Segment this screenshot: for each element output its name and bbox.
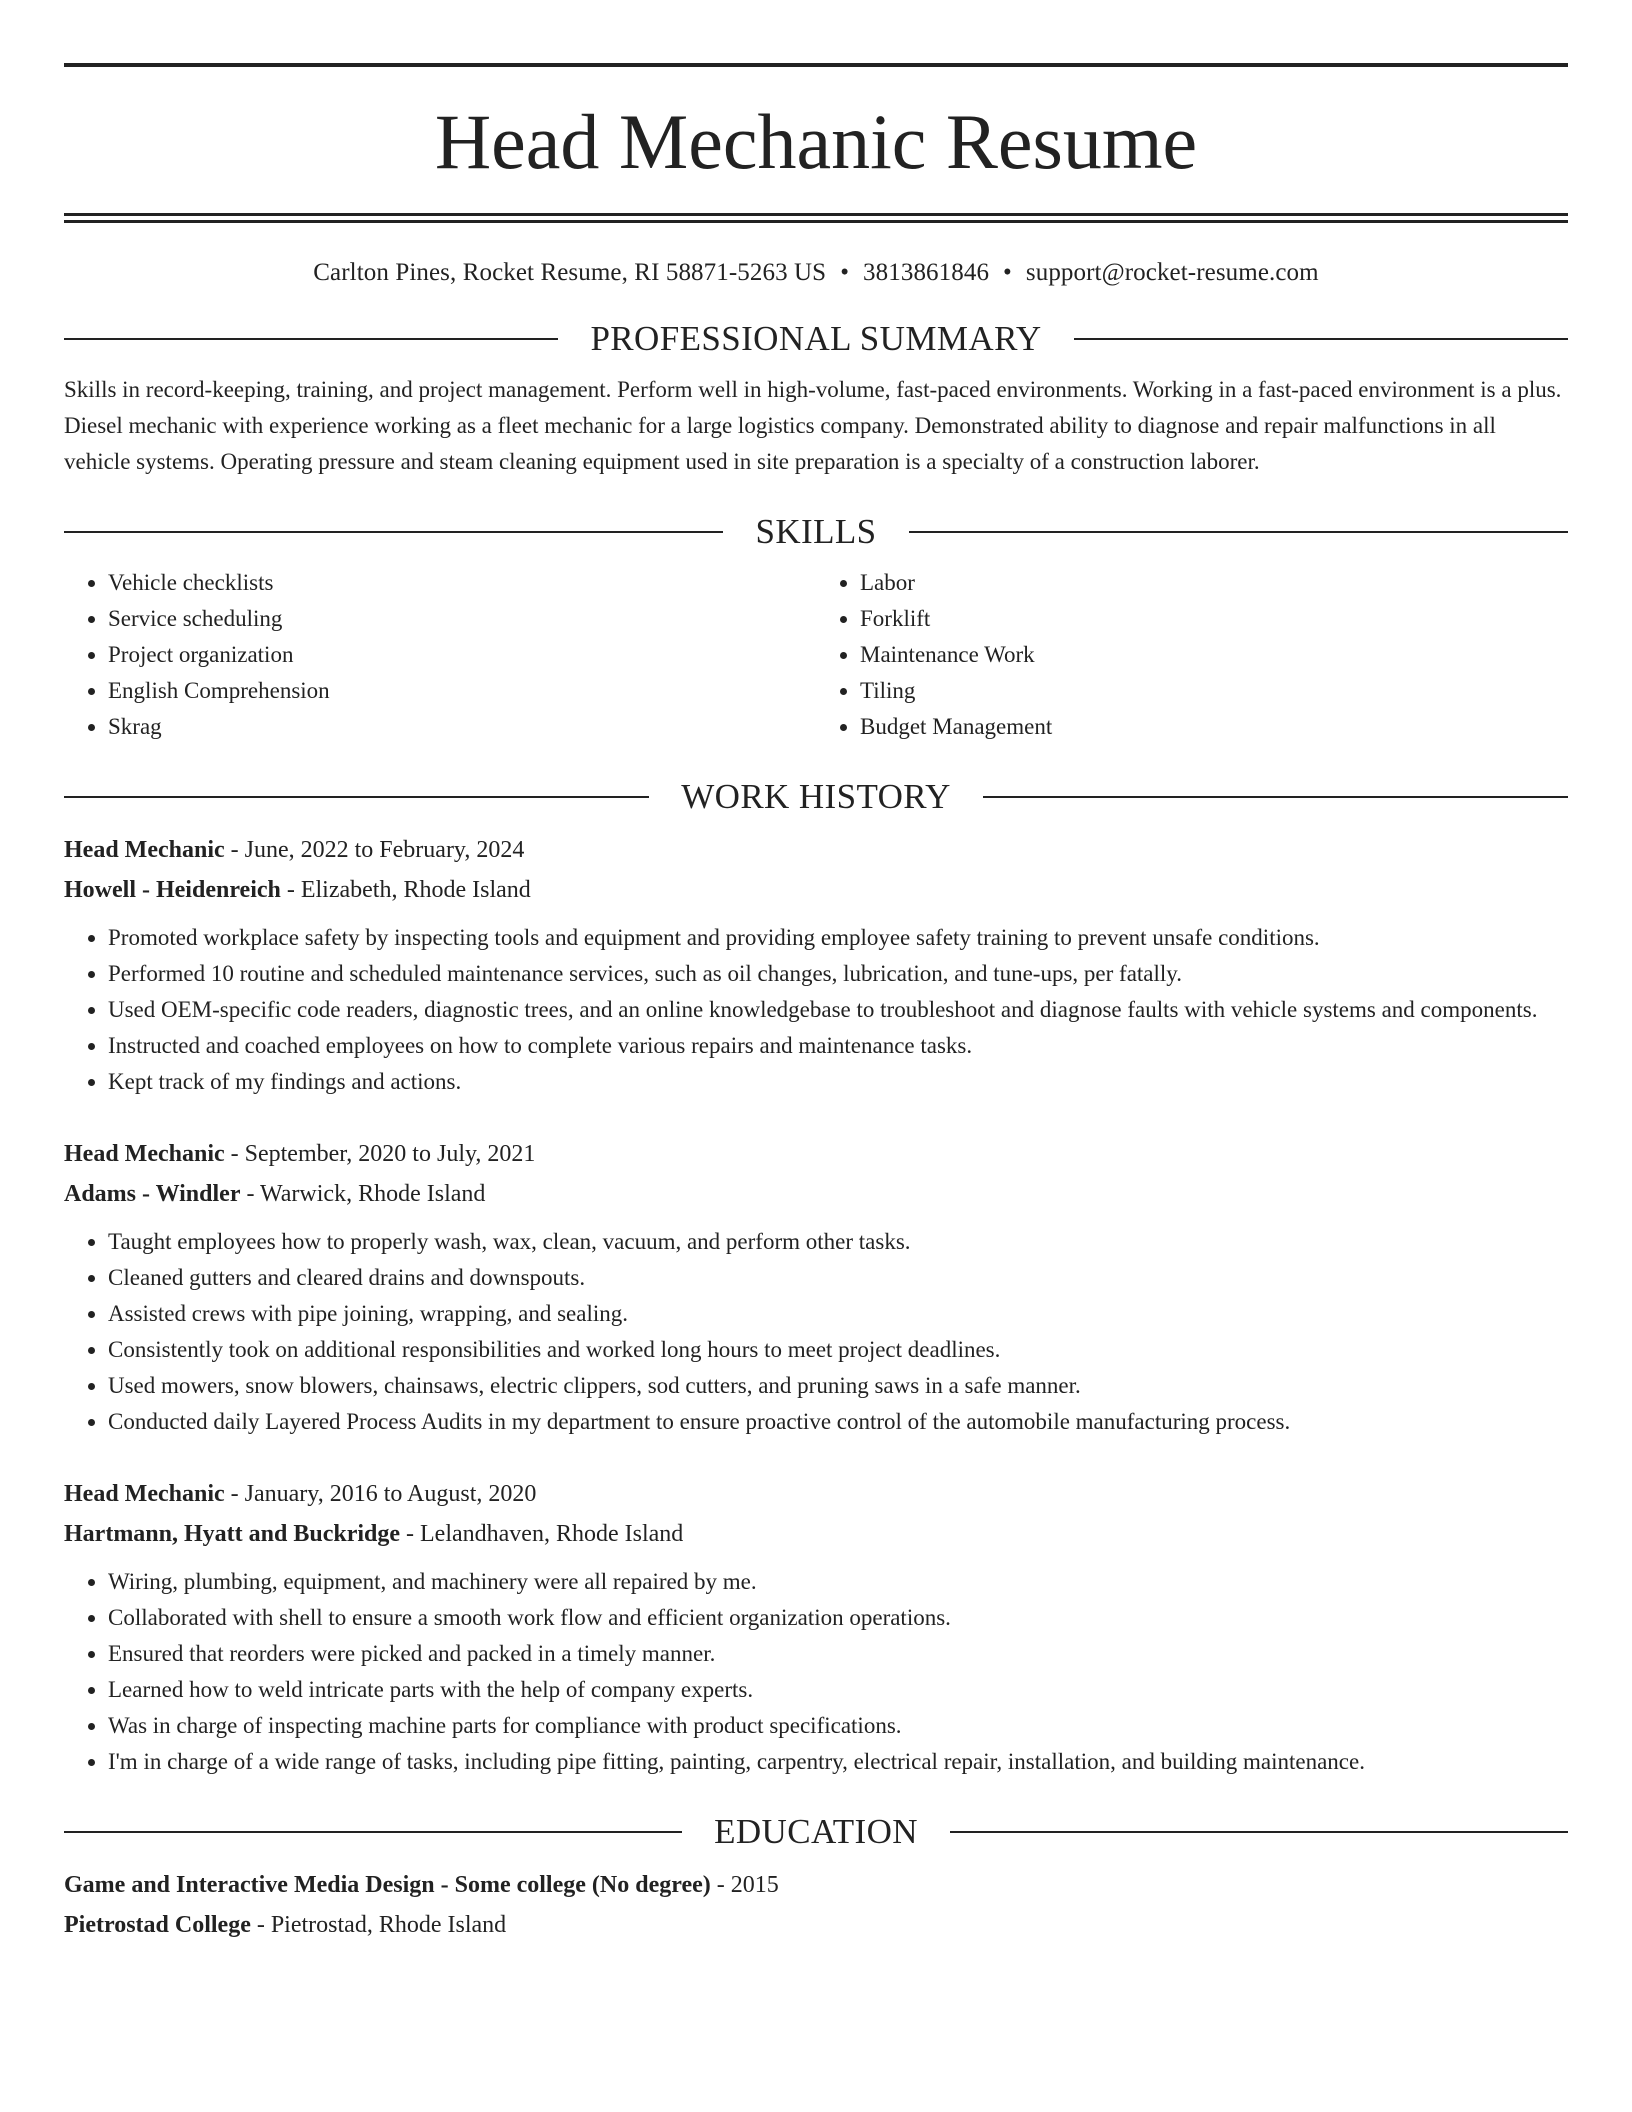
section-label: PROFESSIONAL SUMMARY xyxy=(590,319,1042,358)
skill-item: • Skrag xyxy=(108,709,816,745)
contact-phone: 3813861846 xyxy=(863,259,990,286)
job-bullet: • Cleaned gutters and cleared drains and downspouts. xyxy=(108,1260,1568,1296)
job-bullet: • Kept track of my findings and actions. xyxy=(108,1064,1568,1100)
job-dates: - June, 2022 to February, 2024 xyxy=(224,837,525,863)
job-bullet: • Promoted workplace safety by inspecting tools and equipment and providing employee safety training to prevent unsafe conditions. xyxy=(108,920,1568,956)
skill-item: • Tiling xyxy=(860,673,1568,709)
job-bullet: • Taught employees how to properly wash, wax, clean, vacuum, and perform other tasks. xyxy=(108,1224,1568,1260)
job-bullet: • Assisted crews with pipe joining, wrapping, and sealing. xyxy=(108,1296,1568,1332)
job-bullet: • Performed 10 routine and scheduled maintenance services, such as oil changes, lubrication, and tune-ups, per fatally. xyxy=(108,956,1568,992)
job-title-line xyxy=(64,1474,1568,1514)
job-title-line xyxy=(64,830,1568,870)
job-company: Hartmann, Hyatt and Buckridge xyxy=(64,1521,401,1547)
job-dates: - September, 2020 to July, 2021 xyxy=(224,1141,536,1167)
section-label: EDUCATION xyxy=(714,1812,918,1851)
education-degree-line xyxy=(64,1865,1568,1905)
education-year: - 2015 xyxy=(710,1872,779,1898)
skill-item: • Service scheduling xyxy=(108,601,816,637)
summary-text: Skills in record-keeping, training, and project management. Perform well in high-volume, fast-paced environments. Working in a fast-paced environment is a plus. Diesel mechanic with experience working as a fleet mechanic for a large logistics company. Demonstrated ability to diagnose and repair malfunctions in all vehicle systems. Operating pressure and steam cleaning equipment used in site preparation is a specialty of a construction laborer. xyxy=(64,377,1562,474)
job-bullet: • I'm in charge of a wide range of tasks, including pipe fitting, painting, carpentry, electrical repair, installation, and building maintenance. xyxy=(108,1744,1568,1780)
job-company-line xyxy=(64,1174,1568,1214)
contact-address: Carlton Pines, Rocket Resume, RI 58871-5263 US xyxy=(313,259,827,286)
job-location: - Warwick, Rhode Island xyxy=(240,1181,486,1207)
title-double-rule xyxy=(64,213,1568,223)
contact-separator: • xyxy=(840,259,850,286)
section-heading-skills xyxy=(64,514,1568,549)
job-title-line xyxy=(64,1134,1568,1174)
job-bullet: • Wiring, plumbing, equipment, and machinery were all repaired by me. xyxy=(108,1564,1568,1600)
skill-item: • Project organization xyxy=(108,637,816,673)
skill-item: • English Comprehension xyxy=(108,673,816,709)
job-entry xyxy=(64,1134,1568,1440)
job-bullet: • Was in charge of inspecting machine parts for compliance with product specifications. xyxy=(108,1708,1568,1744)
skill-item: • Vehicle checklists xyxy=(108,565,816,601)
job-bullets xyxy=(64,920,1568,1100)
skill-item: • Maintenance Work xyxy=(860,637,1568,673)
job-entry xyxy=(64,1474,1568,1780)
job-bullet: • Collaborated with shell to ensure a smooth work flow and efficient organization operations. xyxy=(108,1600,1568,1636)
top-rule xyxy=(64,63,1568,67)
education-school-line xyxy=(64,1905,1568,1945)
job-title: Head Mechanic xyxy=(64,837,225,863)
resume-title: Head Mechanic Resume xyxy=(434,98,1198,185)
skill-item: • Budget Management xyxy=(860,709,1568,745)
section-label: WORK HISTORY xyxy=(681,777,951,816)
section-label: SKILLS xyxy=(755,512,877,551)
section-heading-work xyxy=(64,779,1568,814)
job-bullet: • Learned how to weld intricate parts with the help of company experts. xyxy=(108,1672,1568,1708)
resume-page xyxy=(64,0,1568,1945)
job-location: - Elizabeth, Rhode Island xyxy=(280,877,531,903)
job-company: Adams - Windler xyxy=(64,1181,241,1207)
job-bullet: • Used OEM-specific code readers, diagnostic trees, and an online knowledgebase to troubleshoot and diagnose faults with vehicle systems and components. xyxy=(108,992,1568,1028)
job-bullet: • Instructed and coached employees on how to complete various repairs and maintenance tasks. xyxy=(108,1028,1568,1064)
job-bullets xyxy=(64,1224,1568,1440)
job-bullets xyxy=(64,1564,1568,1780)
education-degree: Game and Interactive Media Design - Some college (No degree) xyxy=(64,1872,711,1898)
section-heading-education xyxy=(64,1814,1568,1849)
education-school: Pietrostad College xyxy=(64,1912,251,1938)
skills-list xyxy=(64,565,1568,745)
contact-line xyxy=(64,259,1568,287)
contact-email: support@rocket-resume.com xyxy=(1025,259,1319,286)
education-location: - Pietrostad, Rhode Island xyxy=(250,1912,507,1938)
section-heading-summary xyxy=(64,321,1568,356)
job-bullet: • Used mowers, snow blowers, chainsaws, electric clippers, sod cutters, and pruning saws in a safe manner. xyxy=(108,1368,1568,1404)
job-location: - Lelandhaven, Rhode Island xyxy=(400,1521,684,1547)
education-entry xyxy=(64,1865,1568,1945)
job-company-line xyxy=(64,1514,1568,1554)
job-company: Howell - Heidenreich xyxy=(64,877,281,903)
job-title: Head Mechanic xyxy=(64,1141,225,1167)
skill-item: • Labor xyxy=(860,565,1568,601)
job-company-line xyxy=(64,870,1568,910)
skills-column-right xyxy=(816,565,1568,745)
job-dates: - January, 2016 to August, 2020 xyxy=(224,1481,537,1507)
job-title: Head Mechanic xyxy=(64,1481,225,1507)
skills-column-left xyxy=(64,565,816,745)
job-bullet: • Conducted daily Layered Process Audits in my department to ensure proactive control of the automobile manufacturing process. xyxy=(108,1404,1568,1440)
job-bullet: • Consistently took on additional responsibilities and worked long hours to meet project deadlines. xyxy=(108,1332,1568,1368)
job-bullet: • Ensured that reorders were picked and packed in a timely manner. xyxy=(108,1636,1568,1672)
skill-item: • Forklift xyxy=(860,601,1568,637)
job-entry xyxy=(64,830,1568,1100)
contact-separator: • xyxy=(1003,259,1012,286)
